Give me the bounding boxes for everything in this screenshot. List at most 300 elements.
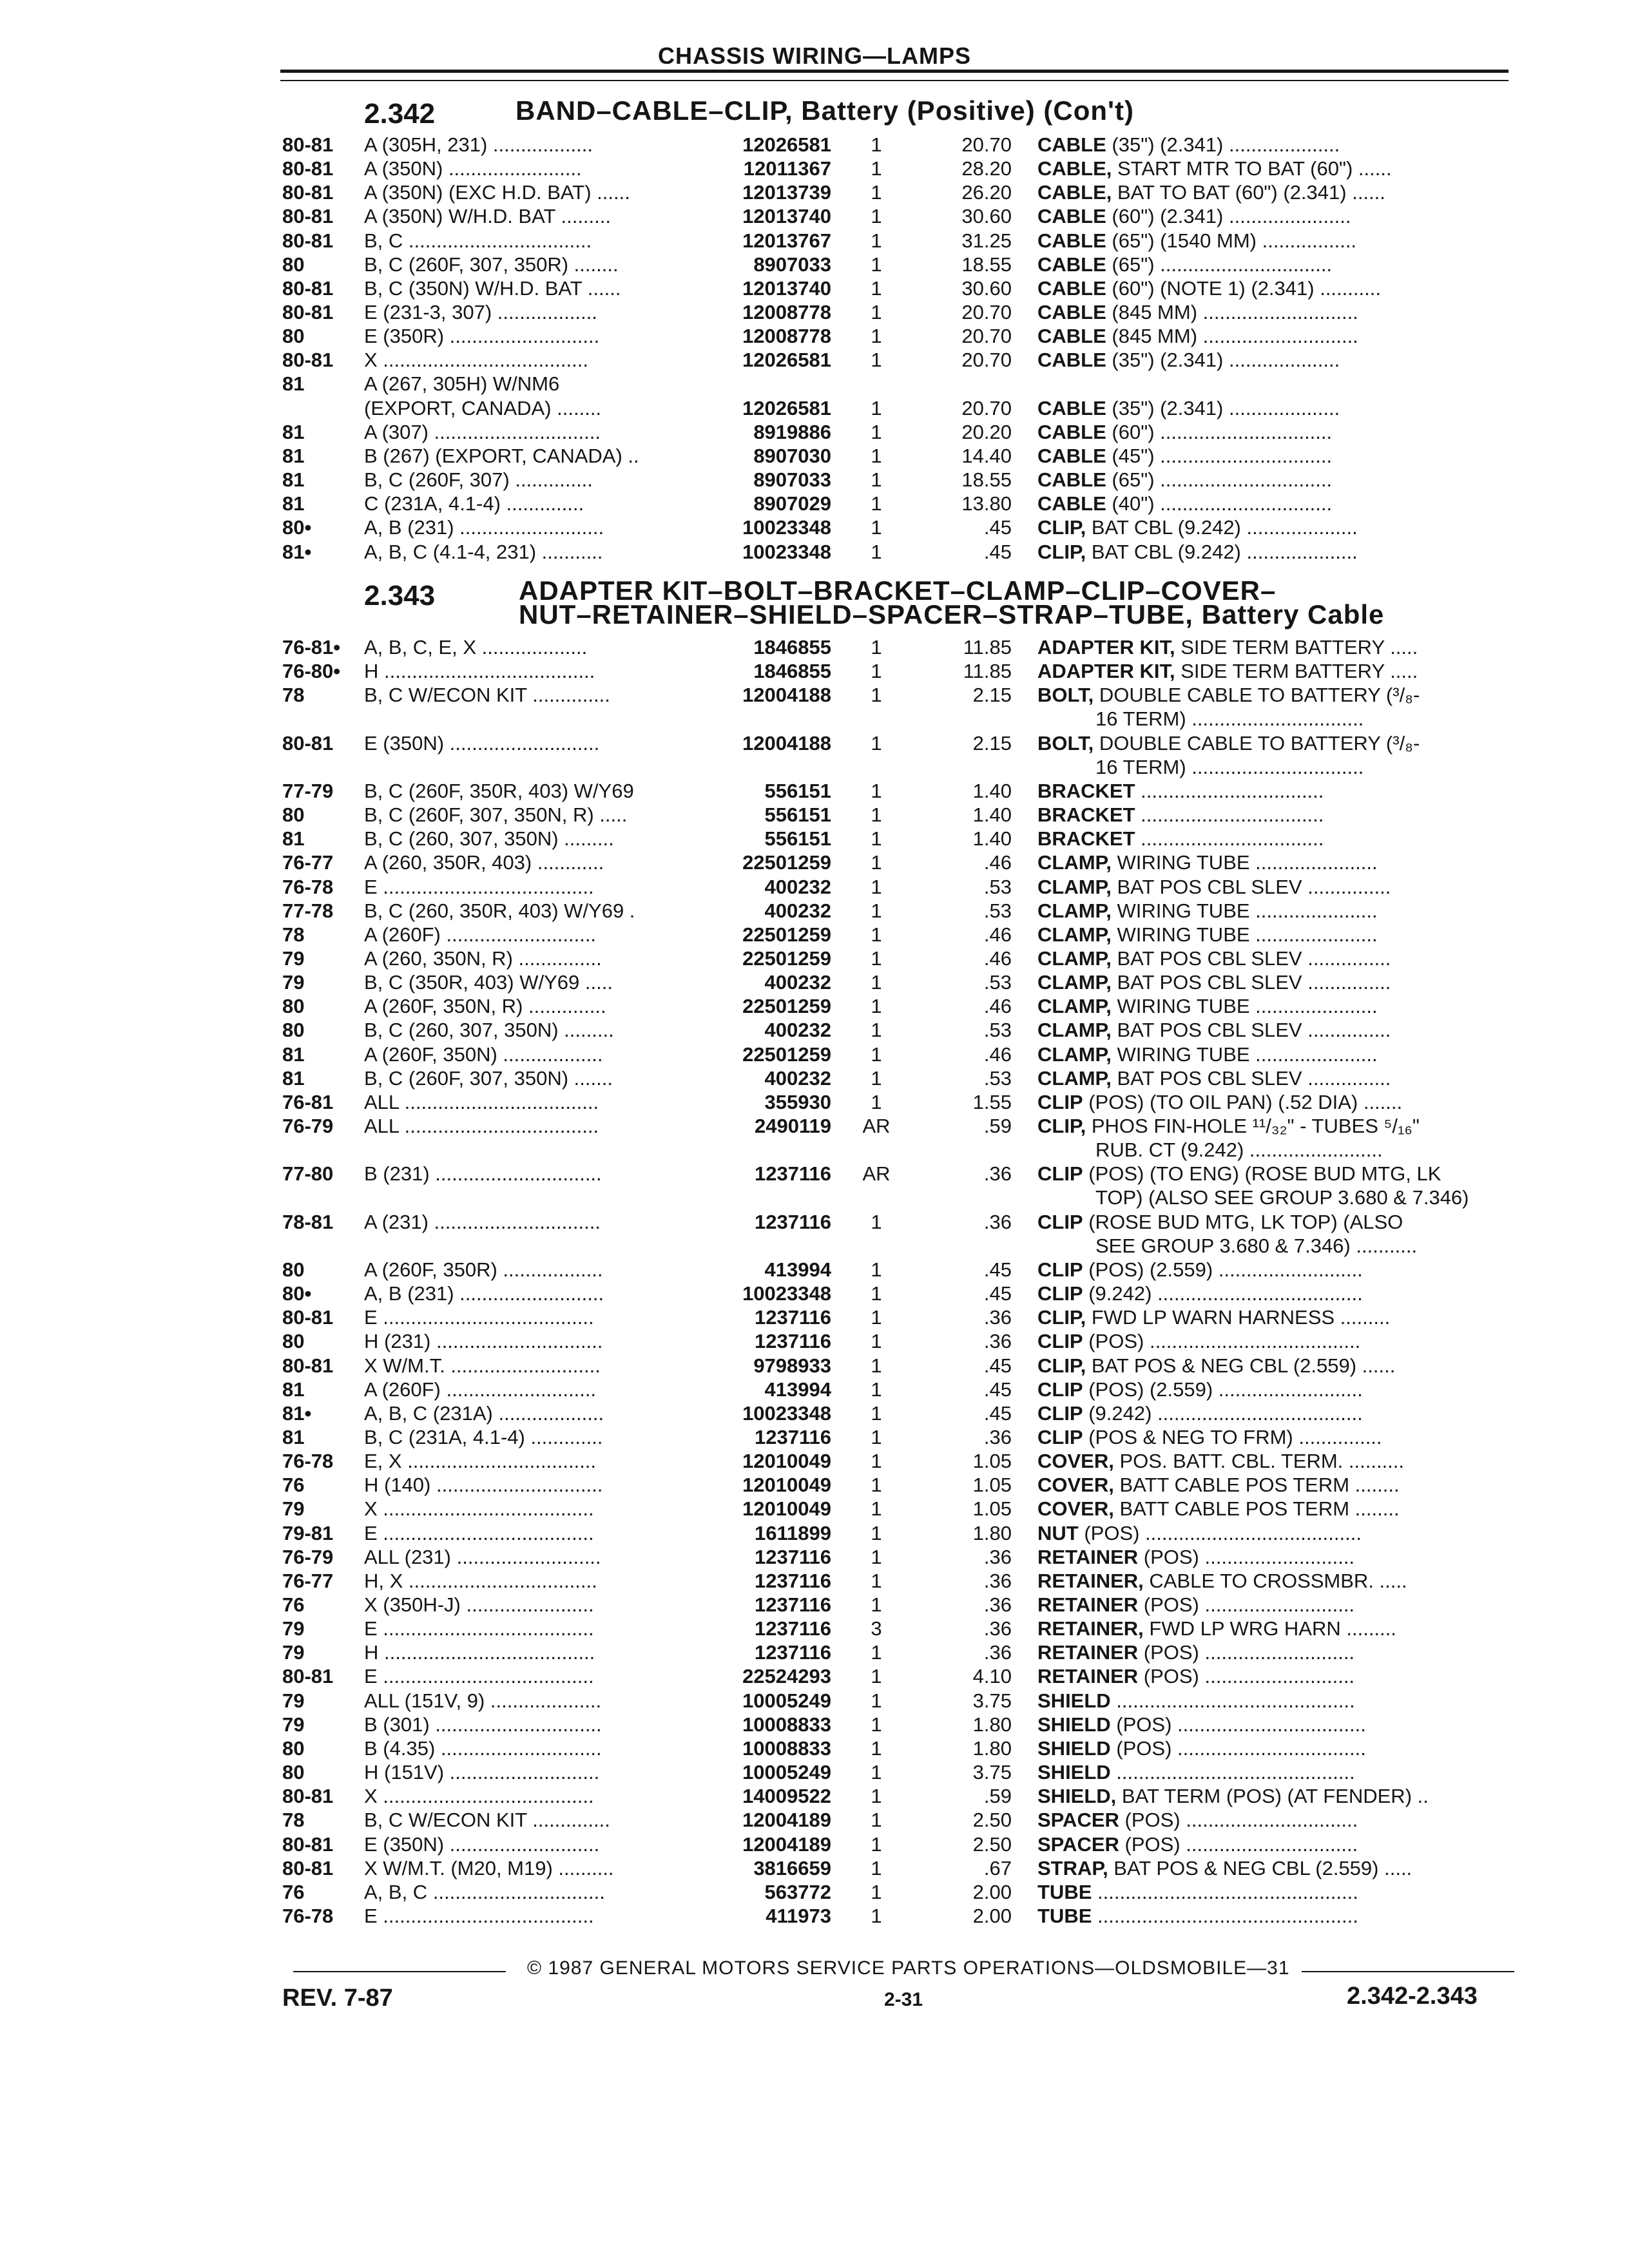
quantity: 1: [871, 1761, 882, 1783]
description: [1037, 1378, 1514, 1401]
application: E ......................................: [364, 1522, 594, 1544]
description: [1037, 779, 1514, 803]
model-year: 79: [282, 947, 305, 970]
description-keyword: RETAINER,: [1037, 1570, 1144, 1592]
description-text: (POS) ..................................: [1110, 1713, 1366, 1736]
model-year: 79: [282, 1497, 305, 1520]
model-year: 80: [282, 995, 305, 1017]
section-number: 2.342: [364, 98, 436, 130]
table-row: [0, 157, 1629, 180]
description-text: FWD LP WARN HARNESS .........: [1086, 1306, 1391, 1329]
table-row: [0, 396, 1629, 420]
model-year: 80: [282, 325, 305, 347]
model-year: 76-77: [282, 1570, 334, 1592]
application: H ......................................: [364, 1641, 595, 1664]
description-text: (65") ...............................: [1106, 468, 1333, 491]
table-row: [0, 492, 1629, 515]
description-keyword: CLIP: [1037, 1211, 1083, 1233]
quantity: 1: [871, 492, 882, 515]
description: [1037, 1736, 1514, 1760]
price: 18.55: [961, 468, 1012, 491]
application: A (260F, 350N) ..................: [364, 1043, 603, 1066]
quantity: 1: [871, 1067, 882, 1090]
description-text: WIRING TUBE ......................: [1111, 851, 1378, 874]
quantity: 1: [871, 1689, 882, 1712]
quantity: 1: [871, 636, 882, 658]
price: 3.75: [972, 1689, 1012, 1712]
application: B, C W/ECON KIT ..............: [364, 684, 610, 706]
price: 2.50: [972, 1833, 1012, 1856]
application: A (267, 305H) W/NM6: [364, 372, 560, 395]
application: X .....................................: [364, 349, 588, 371]
part-number: 1237116: [755, 1546, 831, 1568]
quantity: 1: [871, 1593, 882, 1616]
model-year: 79: [282, 971, 305, 994]
section-title: BAND–CABLE–CLIP, Battery (Positive) (Con't): [516, 95, 1134, 126]
quantity: 1: [871, 684, 882, 706]
part-number: 10008833: [742, 1737, 831, 1760]
description-text: BAT TERM (POS) (AT FENDER) ..: [1116, 1785, 1429, 1807]
model-year: 80-81: [282, 157, 334, 180]
description: [1037, 1210, 1514, 1234]
description-keyword: CLAMP,: [1037, 971, 1112, 994]
part-number: 1611899: [755, 1522, 831, 1544]
description-text: (845 MM) ............................: [1106, 325, 1358, 347]
table-row: [0, 803, 1629, 827]
section-title: NUT–RETAINER–SHIELD–SPACER–STRAP–TUBE, Battery Cable: [519, 599, 1385, 629]
model-year: 80•: [282, 1282, 312, 1305]
description: [1037, 1162, 1514, 1186]
price: .45: [983, 516, 1012, 539]
description: [1037, 1713, 1514, 1736]
quantity: 1: [871, 1354, 882, 1377]
description: [1037, 994, 1514, 1018]
part-number: 12004189: [742, 1809, 831, 1831]
model-year: 81: [282, 1043, 305, 1066]
table-row: [0, 1497, 1629, 1521]
description: [1037, 1856, 1514, 1880]
table-row: [0, 1378, 1629, 1401]
description-keyword: SHIELD: [1037, 1761, 1111, 1783]
description-text: (40") ...............................: [1106, 492, 1333, 515]
application: A (260F, 350R) ..................: [364, 1258, 603, 1281]
model-year: 80-81: [282, 181, 334, 204]
footer-page-number: 2-31: [884, 1989, 923, 2010]
application: B, C (260F, 350R, 403) W/Y69: [364, 780, 634, 802]
model-year: 80-81: [282, 349, 334, 371]
description-text: (60") ...............................: [1106, 421, 1333, 443]
application: B (231) ..............................: [364, 1162, 602, 1185]
application: A (260F) ...........................: [364, 1378, 597, 1401]
quantity: 1: [871, 277, 882, 300]
model-year: 80-81: [282, 229, 334, 252]
description-keyword: CABLE: [1037, 205, 1106, 227]
quantity: 1: [871, 541, 882, 563]
table-row: [0, 1713, 1629, 1736]
price: .36: [983, 1617, 1012, 1640]
description-keyword: CLIP,: [1037, 1115, 1086, 1137]
quantity: 1: [871, 923, 882, 946]
quantity: 1: [871, 1450, 882, 1472]
quantity: 1: [871, 1378, 882, 1401]
price: .36: [983, 1641, 1012, 1664]
part-number: 12026581: [742, 133, 831, 156]
part-number: 400232: [764, 876, 831, 898]
description: [1037, 1640, 1514, 1664]
price: .45: [983, 1354, 1012, 1377]
part-number: 10005249: [742, 1761, 831, 1783]
model-year: 80-81: [282, 1785, 334, 1807]
table-row: [0, 180, 1629, 204]
description-text: CABLE TO CROSSMBR. .....: [1143, 1570, 1407, 1592]
description-text: (POS) ...........................: [1138, 1593, 1355, 1616]
application: A (231) ..............................: [364, 1211, 601, 1233]
application: H (231) ..............................: [364, 1330, 603, 1352]
description-text: WIRING TUBE ......................: [1111, 1043, 1378, 1066]
part-number: 413994: [764, 1258, 831, 1281]
part-number: 10023348: [742, 1282, 831, 1305]
model-year: 80-81: [282, 301, 334, 323]
description-keyword: CLIP: [1037, 1258, 1083, 1281]
part-number: 556151: [764, 803, 831, 826]
model-year: 76-79: [282, 1115, 334, 1137]
description-keyword: TUBE: [1037, 1881, 1092, 1903]
price: 1.05: [972, 1450, 1012, 1472]
part-number: 12004188: [742, 732, 831, 754]
price: 2.15: [972, 684, 1012, 706]
model-year: 78: [282, 923, 305, 946]
description-keyword: RETAINER: [1037, 1546, 1139, 1568]
description: [1037, 947, 1514, 970]
part-number: 10023348: [742, 516, 831, 539]
description-keyword: CABLE: [1037, 301, 1106, 323]
price: 28.20: [961, 157, 1012, 180]
quantity: 1: [871, 1282, 882, 1305]
table-row: [0, 850, 1629, 874]
quantity: 1: [871, 971, 882, 994]
price: .53: [983, 876, 1012, 898]
model-year: 80-81: [282, 1354, 334, 1377]
table-row: [0, 899, 1629, 923]
application: E ......................................: [364, 876, 594, 898]
table-row: [0, 947, 1629, 970]
quantity: 1: [871, 851, 882, 874]
description-keyword: COVER,: [1037, 1474, 1114, 1496]
description-keyword: ADAPTER KIT,: [1037, 636, 1175, 658]
model-year: 80-81: [282, 1833, 334, 1856]
description-keyword: CABLE: [1037, 253, 1106, 276]
description-continuation: TOP) (ALSO SEE GROUP 3.680 & 7.346): [1095, 1186, 1469, 1209]
application: B (267) (EXPORT, CANADA) ..: [364, 445, 639, 467]
description-keyword: CLIP: [1037, 1162, 1083, 1185]
part-number: 12010049: [742, 1450, 831, 1472]
description-text: .................................: [1135, 827, 1324, 850]
description-text: (9.242) .....................................: [1083, 1282, 1363, 1305]
description-keyword: BRACKET: [1037, 803, 1135, 826]
description: [1037, 1018, 1514, 1042]
application: H (140) ..............................: [364, 1474, 603, 1496]
model-year: 78: [282, 1809, 305, 1831]
description-keyword: CLIP,: [1037, 1354, 1086, 1377]
description: [1037, 253, 1514, 276]
description-keyword: CABLE: [1037, 277, 1106, 300]
table-row-continuation: [0, 707, 1629, 731]
description: [1037, 1305, 1514, 1329]
description-text: BAT POS CBL SLEV ...............: [1111, 971, 1391, 994]
model-year: 79: [282, 1689, 305, 1712]
application: A, B (231) ..........................: [364, 516, 604, 539]
description: [1037, 1689, 1514, 1713]
part-number: 1846855: [753, 660, 831, 682]
table-row: [0, 1664, 1629, 1688]
quantity: 1: [871, 181, 882, 204]
description-keyword: CLIP: [1037, 1426, 1083, 1448]
quantity: 1: [871, 732, 882, 754]
description: [1037, 1521, 1514, 1545]
price: .45: [983, 1402, 1012, 1425]
application: B, C (260F, 307, 350N) .......: [364, 1067, 613, 1090]
description-keyword: NUT: [1037, 1522, 1079, 1544]
part-number: 12010049: [742, 1497, 831, 1520]
description-text: (65") (1540 MM) .................: [1106, 229, 1357, 252]
part-number: 413994: [764, 1378, 831, 1401]
application: A, B, C ...............................: [364, 1881, 605, 1903]
table-row: [0, 1162, 1629, 1186]
quantity: 1: [871, 397, 882, 419]
description-text: (POS) (2.559) ..........................: [1083, 1258, 1363, 1281]
price: 20.70: [961, 301, 1012, 323]
table-row: [0, 540, 1629, 564]
price: 20.70: [961, 325, 1012, 347]
description: [1037, 492, 1514, 515]
application: A, B, C (231A) ...................: [364, 1402, 604, 1425]
price: 2.15: [972, 732, 1012, 754]
part-number: 22501259: [742, 995, 831, 1017]
description-keyword: RETAINER,: [1037, 1617, 1144, 1640]
description-keyword: CABLE: [1037, 325, 1106, 347]
description-text: ...............................................: [1092, 1905, 1358, 1927]
price: 11.85: [963, 660, 1012, 682]
description: [1037, 324, 1514, 348]
description-keyword: CLIP: [1037, 1091, 1083, 1113]
description: [1037, 133, 1514, 157]
description: [1037, 635, 1514, 659]
table-row: [0, 133, 1629, 157]
table-row: [0, 1904, 1629, 1928]
model-year: 76-81•: [282, 636, 341, 658]
part-number: 3816659: [753, 1857, 831, 1879]
table-row: [0, 1736, 1629, 1760]
price: .45: [983, 1378, 1012, 1401]
description: [1037, 659, 1514, 683]
description-text: (ROSE BUD MTG, LK TOP) (ALSO: [1083, 1211, 1403, 1233]
part-number: 411973: [766, 1905, 831, 1927]
model-year: 80-81: [282, 1306, 334, 1329]
model-year: 76-78: [282, 1450, 334, 1472]
description-text: BATT CABLE POS TERM ........: [1113, 1497, 1400, 1520]
description: [1037, 348, 1514, 372]
quantity: 1: [871, 229, 882, 252]
part-number: 12008778: [742, 325, 831, 347]
application: B, C .................................: [364, 229, 592, 252]
price: 1.55: [972, 1091, 1012, 1113]
application: A (260, 350R, 403) ............: [364, 851, 604, 874]
table-row: [0, 1425, 1629, 1449]
price: .36: [983, 1593, 1012, 1616]
description: [1037, 1473, 1514, 1497]
page-title: CHASSIS WIRING—LAMPS: [657, 43, 971, 69]
description-text: (45") ...............................: [1106, 445, 1333, 467]
table-row: [0, 779, 1629, 803]
description: [1037, 1497, 1514, 1521]
price: 20.70: [961, 349, 1012, 371]
part-number: 12026581: [742, 397, 831, 419]
price: 1.80: [972, 1713, 1012, 1736]
application: B, C (260, 307, 350N) .........: [364, 1019, 614, 1041]
description-keyword: CLIP: [1037, 1330, 1083, 1352]
description: [1037, 1401, 1514, 1425]
description-keyword: CLAMP,: [1037, 851, 1112, 874]
description-text: FWD LP WRG HARN .........: [1143, 1617, 1396, 1640]
part-number: 400232: [764, 899, 831, 922]
price: 4.10: [972, 1665, 1012, 1687]
table-row: [0, 1473, 1629, 1497]
price: .59: [983, 1785, 1012, 1807]
price: 1.80: [972, 1737, 1012, 1760]
price: 13.80: [961, 492, 1012, 515]
model-year: 81: [282, 468, 305, 491]
table-row: [0, 827, 1629, 850]
quantity: 1: [871, 1570, 882, 1592]
application: A, B, C, E, X ...................: [364, 636, 588, 658]
part-number: 1237116: [755, 1593, 831, 1616]
description-keyword: CABLE: [1037, 349, 1106, 371]
quantity: 1: [871, 1833, 882, 1856]
application: B, C (260F, 307) ..............: [364, 468, 593, 491]
model-year: 80: [282, 1019, 305, 1041]
description: [1037, 1258, 1514, 1282]
price: .45: [983, 541, 1012, 563]
quantity: 1: [871, 157, 882, 180]
table-row: [0, 324, 1629, 348]
price: 1.80: [972, 1522, 1012, 1544]
model-year: 80: [282, 803, 305, 826]
description-text: PHOS FIN-HOLE ¹¹/₃₂" - TUBES ⁵/₁₆": [1086, 1115, 1420, 1137]
price: 1.40: [972, 827, 1012, 850]
model-year: 80: [282, 253, 305, 276]
description-continuation: SEE GROUP 3.680 & 7.346) ...........: [1095, 1235, 1418, 1257]
price: 1.05: [972, 1474, 1012, 1496]
part-number: 10008833: [742, 1713, 831, 1736]
quantity: 1: [871, 1402, 882, 1425]
description: [1037, 1425, 1514, 1449]
description: [1037, 923, 1514, 947]
description-text: BAT POS & NEG CBL (2.559) ......: [1086, 1354, 1396, 1377]
part-number: 400232: [764, 971, 831, 994]
description: [1037, 1904, 1514, 1928]
price: 2.50: [972, 1809, 1012, 1831]
application: B (301) ..............................: [364, 1713, 602, 1736]
part-number: 12011367: [743, 157, 831, 180]
footer-section-range: 2.342-2.343: [1347, 1983, 1478, 2010]
description: [1037, 1617, 1514, 1640]
part-number: 10005249: [742, 1689, 831, 1712]
description-continuation: 16 TERM) ...............................: [1095, 707, 1364, 730]
quantity: 3: [871, 1617, 882, 1640]
table-row: [0, 1066, 1629, 1090]
price: .45: [983, 1258, 1012, 1281]
description-keyword: CABLE: [1037, 445, 1106, 467]
price: 1.40: [972, 780, 1012, 802]
model-year: 76: [282, 1474, 305, 1496]
price: 2.00: [972, 1881, 1012, 1903]
application: ALL (231) ..........................: [364, 1546, 601, 1568]
description: [1037, 1282, 1514, 1305]
model-year: 79-81: [282, 1522, 334, 1544]
model-year: 80: [282, 1737, 305, 1760]
footer-rule-left: [293, 1971, 506, 1972]
quantity: 1: [871, 1474, 882, 1496]
part-number: 8907029: [753, 492, 831, 515]
description-text: START MTR TO BAT (60") ......: [1112, 157, 1392, 180]
part-number: 22524293: [742, 1665, 831, 1687]
quantity: 1: [871, 1043, 882, 1066]
application: X ......................................: [364, 1497, 594, 1520]
quantity: 1: [871, 827, 882, 850]
quantity: 1: [871, 349, 882, 371]
application: ALL ...................................: [364, 1091, 599, 1113]
application: B, C (260F, 307, 350R) ........: [364, 253, 619, 276]
description-text: DOUBLE CABLE TO BATTERY (³/₈-: [1094, 684, 1420, 706]
description-keyword: CLIP: [1037, 1402, 1083, 1425]
description-keyword: CABLE: [1037, 421, 1106, 443]
description: [1037, 731, 1514, 755]
application: E ......................................: [364, 1665, 594, 1687]
table-row: [0, 1640, 1629, 1664]
table-row: [0, 1808, 1629, 1832]
quantity: 1: [871, 1809, 882, 1831]
description-keyword: ADAPTER KIT,: [1037, 660, 1175, 682]
description-text: (POS) ...............................: [1119, 1809, 1358, 1831]
application: E, X ..................................: [364, 1450, 597, 1472]
part-number: 1237116: [755, 1211, 831, 1233]
section-title: ADAPTER KIT–BOLT–BRACKET–CLAMP–CLIP–COVER–: [519, 575, 1277, 606]
quantity: 1: [871, 1713, 882, 1736]
description-keyword: CLAMP,: [1037, 947, 1112, 970]
model-year: 76-78: [282, 876, 334, 898]
model-year: 76-81: [282, 1091, 334, 1113]
header-rule-thin: [280, 80, 1509, 81]
model-year: 81: [282, 492, 305, 515]
quantity: 1: [871, 421, 882, 443]
application: C (231A, 4.1-4) ..............: [364, 492, 584, 515]
price: .53: [983, 1019, 1012, 1041]
application: E (231-3, 307) ..................: [364, 301, 597, 323]
description-keyword: CLAMP,: [1037, 1043, 1112, 1066]
description-keyword: CABLE,: [1037, 157, 1112, 180]
part-number: 2490119: [755, 1115, 831, 1137]
part-number: 12004188: [742, 684, 831, 706]
part-number: 12013740: [742, 205, 831, 227]
price: .67: [983, 1857, 1012, 1879]
description-text: (35") (2.341) ....................: [1106, 133, 1340, 156]
description-text: POS. BATT. CBL. TERM. ..........: [1113, 1450, 1405, 1472]
part-number: 556151: [764, 827, 831, 850]
table-row: [0, 348, 1629, 372]
description-keyword: CLAMP,: [1037, 995, 1112, 1017]
description: [1037, 1545, 1514, 1569]
description-text: BATT CABLE POS TERM ........: [1113, 1474, 1400, 1496]
